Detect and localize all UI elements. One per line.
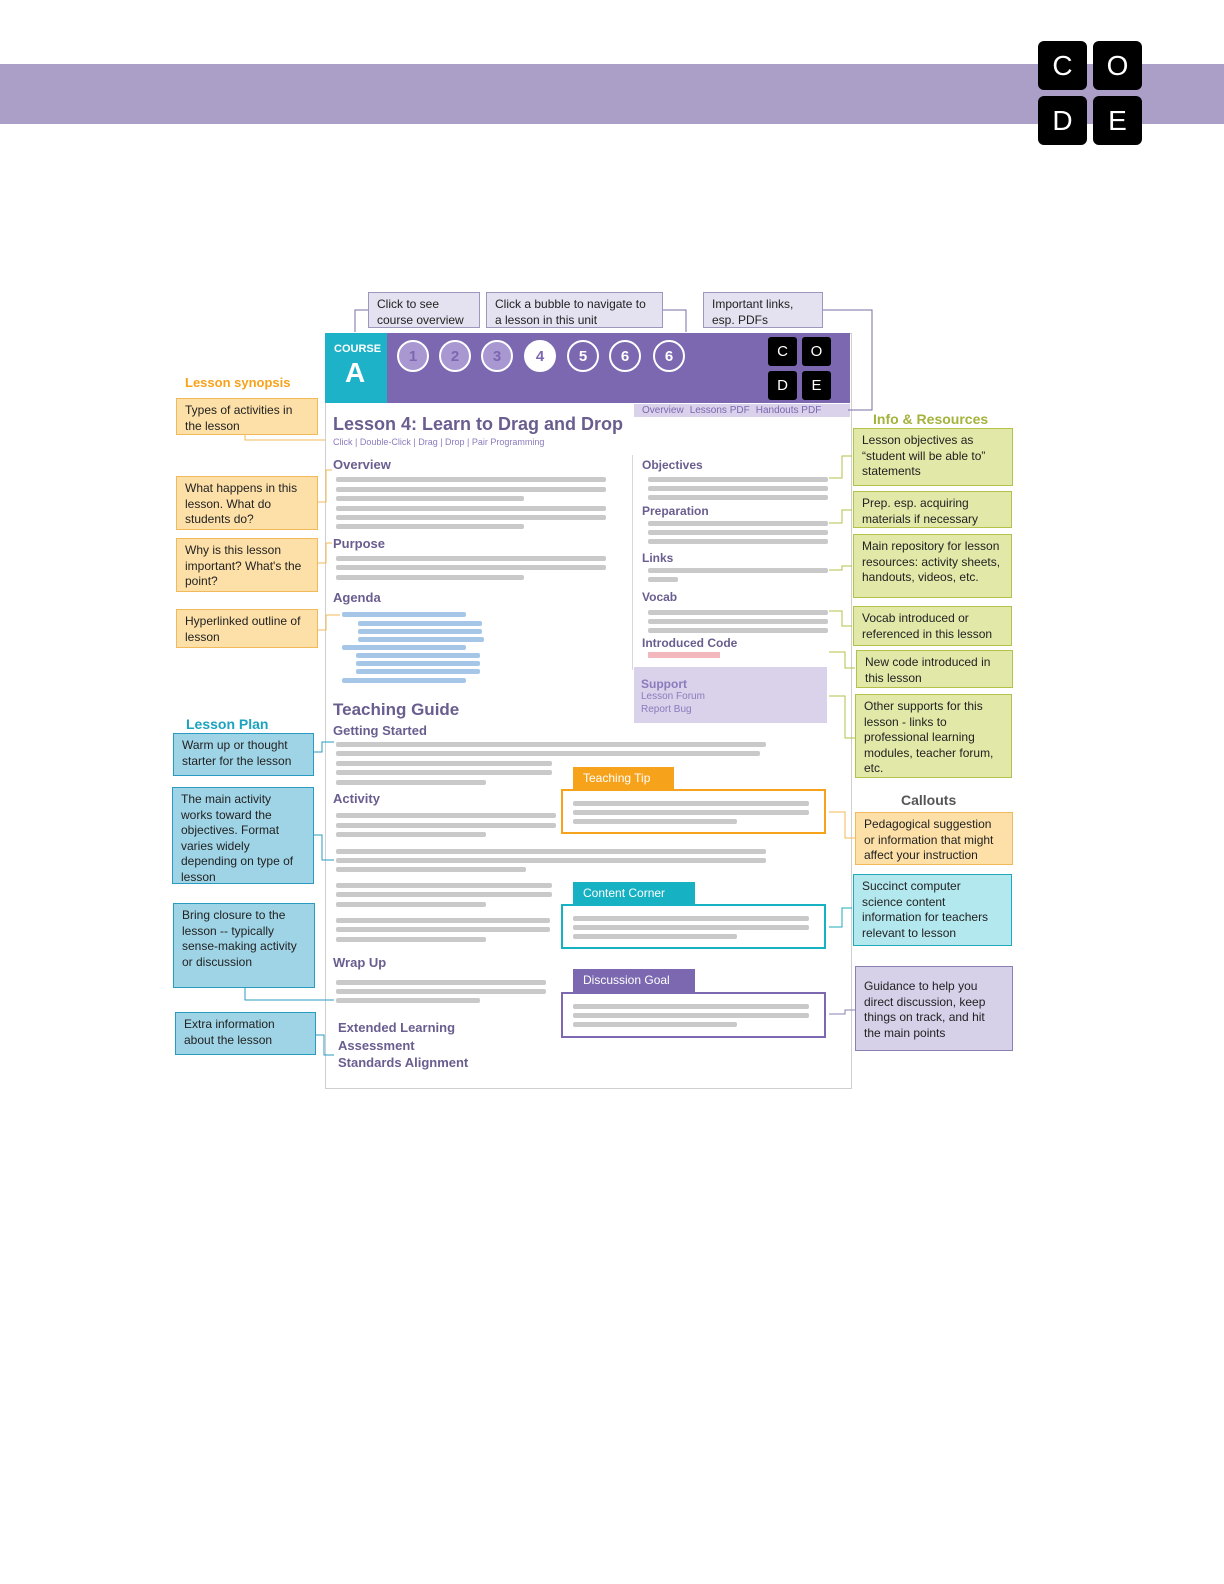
heading-info-resources: Info & Resources [873,411,989,427]
section-links: Links [642,551,674,565]
section-extended-learning: Extended Learning [338,1020,456,1035]
section-activity: Activity [333,791,380,806]
section-objectives: Objectives [642,458,703,472]
note-overview: What happens in this lesson. What do students do? [176,476,318,530]
note-content-corner: Succinct computer science content information for teachers relevant to lesson [853,874,1012,946]
lesson-bubble-7[interactable]: 6 [653,340,685,372]
logo-letter: D [1038,96,1087,145]
heading-lesson-synopsis: Lesson synopsis [185,375,291,390]
section-agenda: Agenda [333,590,381,605]
lesson-bubble-6[interactable]: 6 [609,340,641,372]
logo-letter: C [768,337,797,366]
lesson-bubble-1[interactable]: 1 [397,340,429,372]
note-course-overview: Click to see course overview [368,292,480,328]
section-standards: Standards Alignment [338,1055,469,1070]
logo-letter: O [802,337,831,366]
lesson-forum-link[interactable]: Lesson Forum [641,691,705,702]
course-label: COURSE [334,343,382,355]
logo-letter: D [768,371,797,400]
note-discussion-goal: Guidance to help you direct discussion, keep things on track, and hit the main points [855,966,1013,1051]
lesson-bubble-4[interactable]: 4 [524,340,556,372]
note-important-links: Important links, esp. PDFs [703,292,823,328]
report-bug-link[interactable]: Report Bug [641,704,692,715]
heading-lesson-plan: Lesson Plan [186,716,269,732]
heading-callouts: Callouts [901,792,957,808]
note-getting-started: Warm up or thought starter for the lesson [173,733,314,776]
logo-letter: O [1093,41,1142,90]
section-introduced-code: Introduced Code [642,636,738,650]
section-teaching-guide: Teaching Guide [333,700,460,719]
lesson-subtitle: Click | Double-Click | Drag | Drop | Pair Programming [333,437,545,447]
discussion-goal-tab: Discussion Goal [573,969,695,992]
logo-letter: C [1038,41,1087,90]
support-title: Support [641,677,687,691]
section-wrap-up: Wrap Up [333,955,387,970]
note-introduced-code: New code introduced in this lesson [856,650,1013,688]
note-bubble-navigate: Click a bubble to navigate to a lesson in this unit [486,292,663,328]
logo-letter: E [1093,96,1142,145]
lesson-title: Lesson 4: Learn to Drag and Drop [333,414,624,434]
note-extra-info: Extra information about the lesson [175,1012,316,1055]
section-preparation: Preparation [642,504,709,518]
link-lessons-pdf[interactable]: Lessons PDF [689,405,750,416]
note-purpose: Why is this lesson important? What's the point? [176,538,318,592]
note-vocab: Vocab introduced or referenced in this lesson [853,606,1012,646]
section-vocab: Vocab [642,590,678,604]
section-overview: Overview [333,457,391,472]
note-preparation: Prep. esp. acquiring materials if necessary [853,491,1012,528]
section-assessment: Assessment [338,1038,415,1053]
content-corner-tab: Content Corner [573,882,695,904]
logo-letter: E [802,371,831,400]
lesson-bubble-5[interactable]: 5 [567,340,599,372]
lesson-bubble-2[interactable]: 2 [439,340,471,372]
note-wrap-up: Bring closure to the lesson -- typically sense-making activity or discussion [173,903,315,988]
note-activity: The main activity works toward the objectives. Format varies widely depending on type of lesson [172,787,314,884]
lesson-bubble-3[interactable]: 3 [481,340,513,372]
link-overview[interactable]: Overview [642,405,684,416]
teaching-tip-tab: Teaching Tip [573,767,674,789]
note-support: Other supports for this lesson - links to professional learning modules, teacher forum, etc. [855,694,1012,778]
note-objectives: Lesson objectives as “student will be able to” statements [853,428,1013,486]
note-links: Main repository for lesson resources: activity sheets, handouts, videos, etc. [853,534,1012,598]
note-activity-types: Types of activities in the lesson [176,398,318,435]
course-letter: A [345,357,366,388]
section-purpose: Purpose [333,536,386,551]
link-handouts-pdf[interactable]: Handouts PDF [755,405,822,416]
section-getting-started: Getting Started [333,723,427,738]
note-agenda: Hyperlinked outline of lesson [176,609,318,648]
note-teaching-tip: Pedagogical suggestion or information that might affect your instruction [855,812,1013,865]
